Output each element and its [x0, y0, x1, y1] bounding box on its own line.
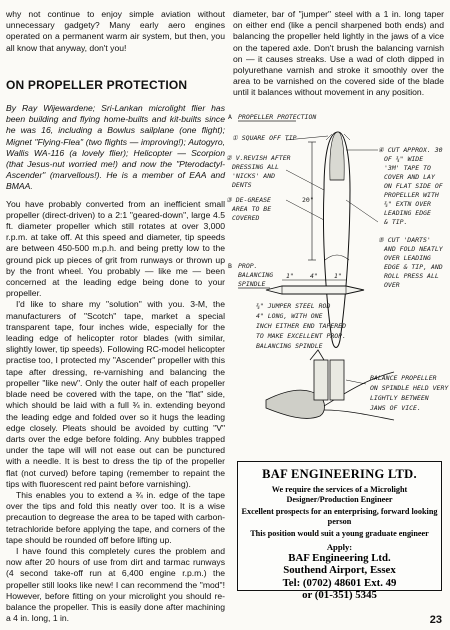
label-b-line-2: BALANCING	[238, 271, 274, 279]
note-1-text: ① SQUARE OFF TIP	[232, 134, 297, 142]
right-column	[233, 9, 444, 99]
note-4-line-7: ¾" EXTN OVER	[384, 200, 431, 208]
note-3-line-3: COVERED	[232, 214, 260, 222]
note-5-line-1: ⑤ CUT 'DARTS'	[378, 236, 431, 244]
note-4-line-9: & TIP.	[384, 218, 408, 226]
left-column	[6, 9, 225, 624]
balance-note-line-2: ON SPINDLE HELD VERY	[370, 384, 449, 392]
label-b-line-3: SPINDLE	[238, 280, 266, 288]
balancing-spindle	[266, 272, 364, 294]
spindle-note-line-4: TO MAKE EXCELLENT PROP.	[256, 332, 347, 340]
note-5-line-2: AND FOLD NEATLY	[384, 245, 443, 253]
note-4-line-1: ④ CUT APPROX. 30	[378, 146, 443, 154]
ad-line-1: We require the services of a Microlight Designer/Production Engineer	[271, 485, 408, 504]
sketch-label-a: A	[228, 113, 232, 121]
note-5-line-3: OVER LEADING	[384, 254, 431, 262]
spindle-dim-1: 1"	[286, 272, 294, 280]
spindle-note-line-5: BALANCING SPINDLE	[256, 342, 323, 350]
note-4-line-8: LEADING EDGE	[384, 209, 431, 217]
note-2-line-3: 'NICKS' AND	[232, 172, 276, 180]
ad-line-3: This position would suit a young graduate engineer	[250, 529, 429, 539]
note-2-line-2: DRESSING ALL	[232, 163, 279, 171]
note-5-line-6: OVER	[384, 281, 400, 289]
spindle-dim-2: 4"	[310, 272, 318, 280]
note-5-line-5: ROLL PRESS ALL	[384, 272, 439, 280]
sketch-label-a-text: PROPELLER PROTECTION	[238, 113, 317, 121]
ad-apply: Apply:	[326, 541, 353, 552]
spindle-dim-3: 1"	[334, 272, 342, 280]
balance-note-line-3: LIGHTLY BETWEEN	[370, 394, 429, 402]
page-number: 23	[429, 614, 442, 626]
spindle-note-line-2: 4" LONG, WITH ONE	[256, 312, 323, 320]
sketch-label-b: B	[228, 262, 232, 270]
article-heading: ON PROPELLER PROTECTION	[6, 77, 188, 92]
ad-title: BAF ENGINEERING LTD.	[262, 467, 417, 481]
note-5-line-4: EDGE & TIP, AND	[384, 263, 443, 271]
spindle-note-line-1: ¾" JUMPER STEEL ROD	[256, 302, 331, 310]
note-2-line-4: DENTS	[232, 181, 252, 189]
note-4-line-6: PROPELLER WITH	[384, 191, 439, 199]
label-b-line-1: PROP.	[238, 262, 258, 270]
author-byline: By Ray Wijewardene; Sri-Lankan microlight flier has been building and flying home-builts and kit-builts since he was 16, including a Bowlus sailplane (one flight); Mignet "Flying-Flea" (two flights — improving!); Autogyro, Wallis WA-116 (a lovely flier); Helicopter — Scorpion (that Jesus-nut worried me!) and now the "Pterodactyl-Ascender" (marvellous!). He is a member of EAA and BMAA.	[6, 103, 225, 192]
spindle-note-line-3: INCH EITHER END TAPERED	[256, 322, 347, 330]
note-4-line-3: '3M' TAPE TO	[384, 164, 431, 172]
ad-company: BAF Engineering Ltd.	[288, 551, 391, 564]
body-paragraph-2: I'd like to share my "solution" with you. 3-M, the manufacturers of "Scotch" tape, market a special transparent tape, four inches wide, especially for the leading edge of helicopter rotor blades (with similar, slightly lower, tip speeds). Following RC-model helicopter practise too, I protected my "Ascender" propeller with this tape after dressing, re-varnishing and balancing the propeller "like new". Only the outer half of each propeller blade need be covered with the tape, on the "flat" side, which should be laid with a full ¾ in. extending beyond the leading edge and folded over so it hugs the leading edge closely. Pleats should be avoided by cutting "V" darts over the edge before folding. Any bubbles trapped under the tape will will not ease out can be punctured with a needle. It is best to dress the tip of the propeller flat (not curved) before taping (remember to repaint the tips with fluorescent red paint before varnishing).	[6, 299, 225, 489]
body-paragraph-4: I have found this completely cures the problem and now after 20 hours of use from dirt and tarmac runways (4 second take-off run at 6,400 engine r.p.m.) the propeller still looks like new! I can recommend the "mod"! However, before fitting on your microlight you should re-balance the propeller. This is easily done after machining a 4 in. long, 1 in.	[6, 545, 225, 624]
ad-address: Southend Airport, Essex	[283, 564, 396, 577]
note-4-line-4: COVER AND LAY	[384, 173, 435, 181]
note-4-line-2: OF ¾" WIDE	[384, 155, 424, 163]
ad-line-2: Excellent prospects for an enterprising, forward looking person	[241, 507, 438, 526]
note-3-line-1: ③ DE-GREASE	[226, 196, 271, 204]
dimension-label: 20"	[302, 196, 314, 204]
body-paragraph-3: This enables you to extend a ¾ in. edge of the tape over the tips and fold this neatly over too. It is a wise precaution to degrease the area to be taped with carbon-tetrachloride before applying the tape, and corners of the tape should be rounded off before lifting up.	[6, 489, 225, 545]
sketch-note-1	[232, 134, 297, 142]
job-advertisement	[237, 461, 442, 602]
propeller-sketch	[226, 110, 450, 455]
body-paragraph-5: diameter, bar of "jumper" steel with a 1 in. long taper on either end (like a pencil sharpened both ends) and balancing the propeller held lightly in the jaws of a vice on the tapered axle. Don't brush the balancing varnish on — it causes streaks. Use a wad of cloth dipped in polyurethane varnish and stroke it smoothly over the area to be varnished on the covered side of the blade until it balances without movement in any position.	[233, 9, 444, 98]
note-4-line-5: ON FLAT SIDE OF	[384, 182, 443, 190]
body-paragraph-1: You have probably converted from an inefficient small propeller (direct-driven) to a 2:1 "geared-down", large 4.5 ft. diameter propeller which still rotates at over 3,000 r.p.m. at take off. At this speed and diameter, tip speeds are between 450-500 m.p.h. and being pretty low to the ground pick up pieces of grit from runways or thrown up by the front wheel. You probably — like me — been concerned at the leading edge being done to your propeller.	[6, 198, 225, 299]
ad-tel: Tel: (0702) 48601 Ext. 49	[282, 576, 397, 589]
note-2-line-1: ② V.REVISH AFTER	[226, 154, 291, 162]
ad-tel-2: or (01-351) 5345	[302, 589, 377, 602]
note-3-line-2: AREA TO BE	[232, 205, 272, 213]
intro-paragraph: why not continue to enjoy simple aviation without unnecessary gadgety? Many early aero engines operated on a permanent warm air system, but then, you all know that anyway, don't you!	[6, 9, 225, 53]
balance-note-line-4: JAWS OF VICE.	[370, 404, 421, 412]
balance-note-line-1: BALANCE PROPELLER	[370, 374, 437, 382]
